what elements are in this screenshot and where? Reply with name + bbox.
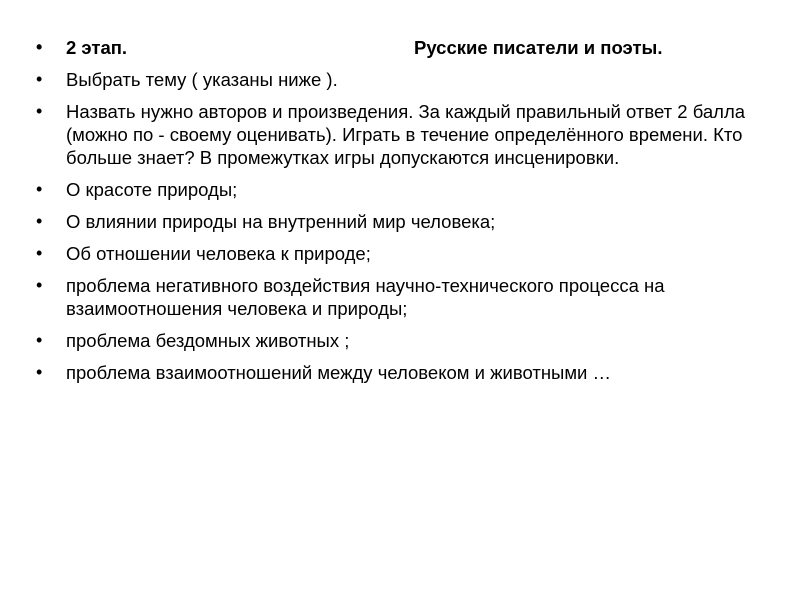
bullet-dot-icon: • [36, 37, 43, 57]
list-item [36, 100, 756, 169]
list-item-text: Назвать нужно авторов и произведения. За каждый правильный ответ 2 балла (можно по - своему оценивать). Играть в течение определённого времени. Кто больше знает? В промежутках игры допускаются инсценировки. [66, 101, 746, 168]
list-item [36, 329, 756, 352]
list-item-text: О влиянии природы на внутренний мир человека; [66, 211, 496, 232]
heading-item [36, 36, 756, 59]
list-item [36, 274, 756, 320]
bullet-dot-icon: • [36, 243, 43, 263]
list-item-text: проблема взаимоотношений между человеком и животными … [66, 362, 612, 383]
list-item-text: проблема негативного воздействия научно-технического процесса на взаимоотношения человека и природы; [66, 275, 665, 319]
bullet-list [36, 36, 756, 393]
bullet-dot-icon: • [36, 179, 43, 199]
bullet-dot-icon: • [36, 330, 43, 350]
list-item [36, 68, 756, 91]
list-item-text: проблема бездомных животных ; [66, 330, 350, 351]
list-item [36, 178, 756, 201]
stage-label: 2 этап. [66, 37, 128, 58]
bullet-dot-icon: • [36, 101, 43, 121]
list-item [36, 361, 756, 384]
slide-title: Русские писатели и поэты. [414, 37, 663, 58]
list-item [36, 242, 756, 265]
bullet-dot-icon: • [36, 362, 43, 382]
list-item-text: Выбрать тему ( указаны ниже ). [66, 69, 338, 90]
list-item-text: Об отношении человека к природе; [66, 243, 371, 264]
list-item-text: О красоте природы; [66, 179, 238, 200]
bullet-dot-icon: • [36, 69, 43, 89]
bullet-dot-icon: • [36, 275, 43, 295]
list-item [36, 210, 756, 233]
bullet-dot-icon: • [36, 211, 43, 231]
